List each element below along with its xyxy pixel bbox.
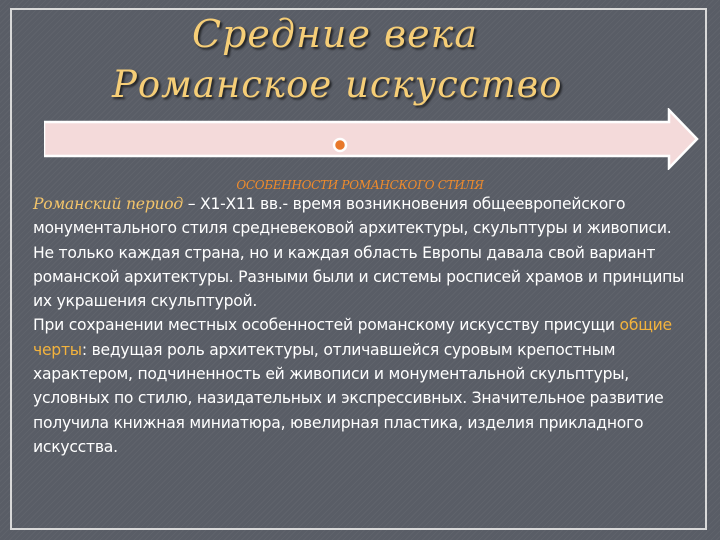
paragraph-2-text-before: При сохранении местных особенностей романскому искусству присущи xyxy=(33,316,620,335)
highlight-common-features: общие черты xyxy=(33,316,672,359)
arrow-dot-icon xyxy=(334,139,346,151)
section-heading: ОСОБЕННОСТИ РОМАНСКОГО СТИЛЯ xyxy=(236,178,484,192)
slide-body xyxy=(33,192,693,459)
paragraph-1 xyxy=(33,192,693,313)
arrow-divider xyxy=(44,108,699,170)
paragraph-2-text-after: : ведущая роль архитектуры, отличавшейся суровым крепостным характером, подчиненность ей живописи и монументальной скульптуры, условных по стилю, назидательных и экспрессивных. Значительное развитие получила книжная миниатюра, ювелирная пластика, изделия прикладного искусства. xyxy=(33,340,664,456)
paragraph-2 xyxy=(33,313,693,459)
term-romanesque-period: Романский период xyxy=(33,195,184,213)
slide-subtitle-title: Романское искусство xyxy=(112,63,563,106)
paragraph-1-text: – Х1-Х11 вв.- время возникновения общеевропейского монументального стиля средневековой архитектуры, скульптуры и живописи. Не только каждая страна, но и каждая область Европы давала свой вариант романской архитектуры. Разными были и системы росписей храмов и принципы их украшения скульптурой. xyxy=(33,195,685,311)
slide-title: Средние века xyxy=(192,12,478,56)
